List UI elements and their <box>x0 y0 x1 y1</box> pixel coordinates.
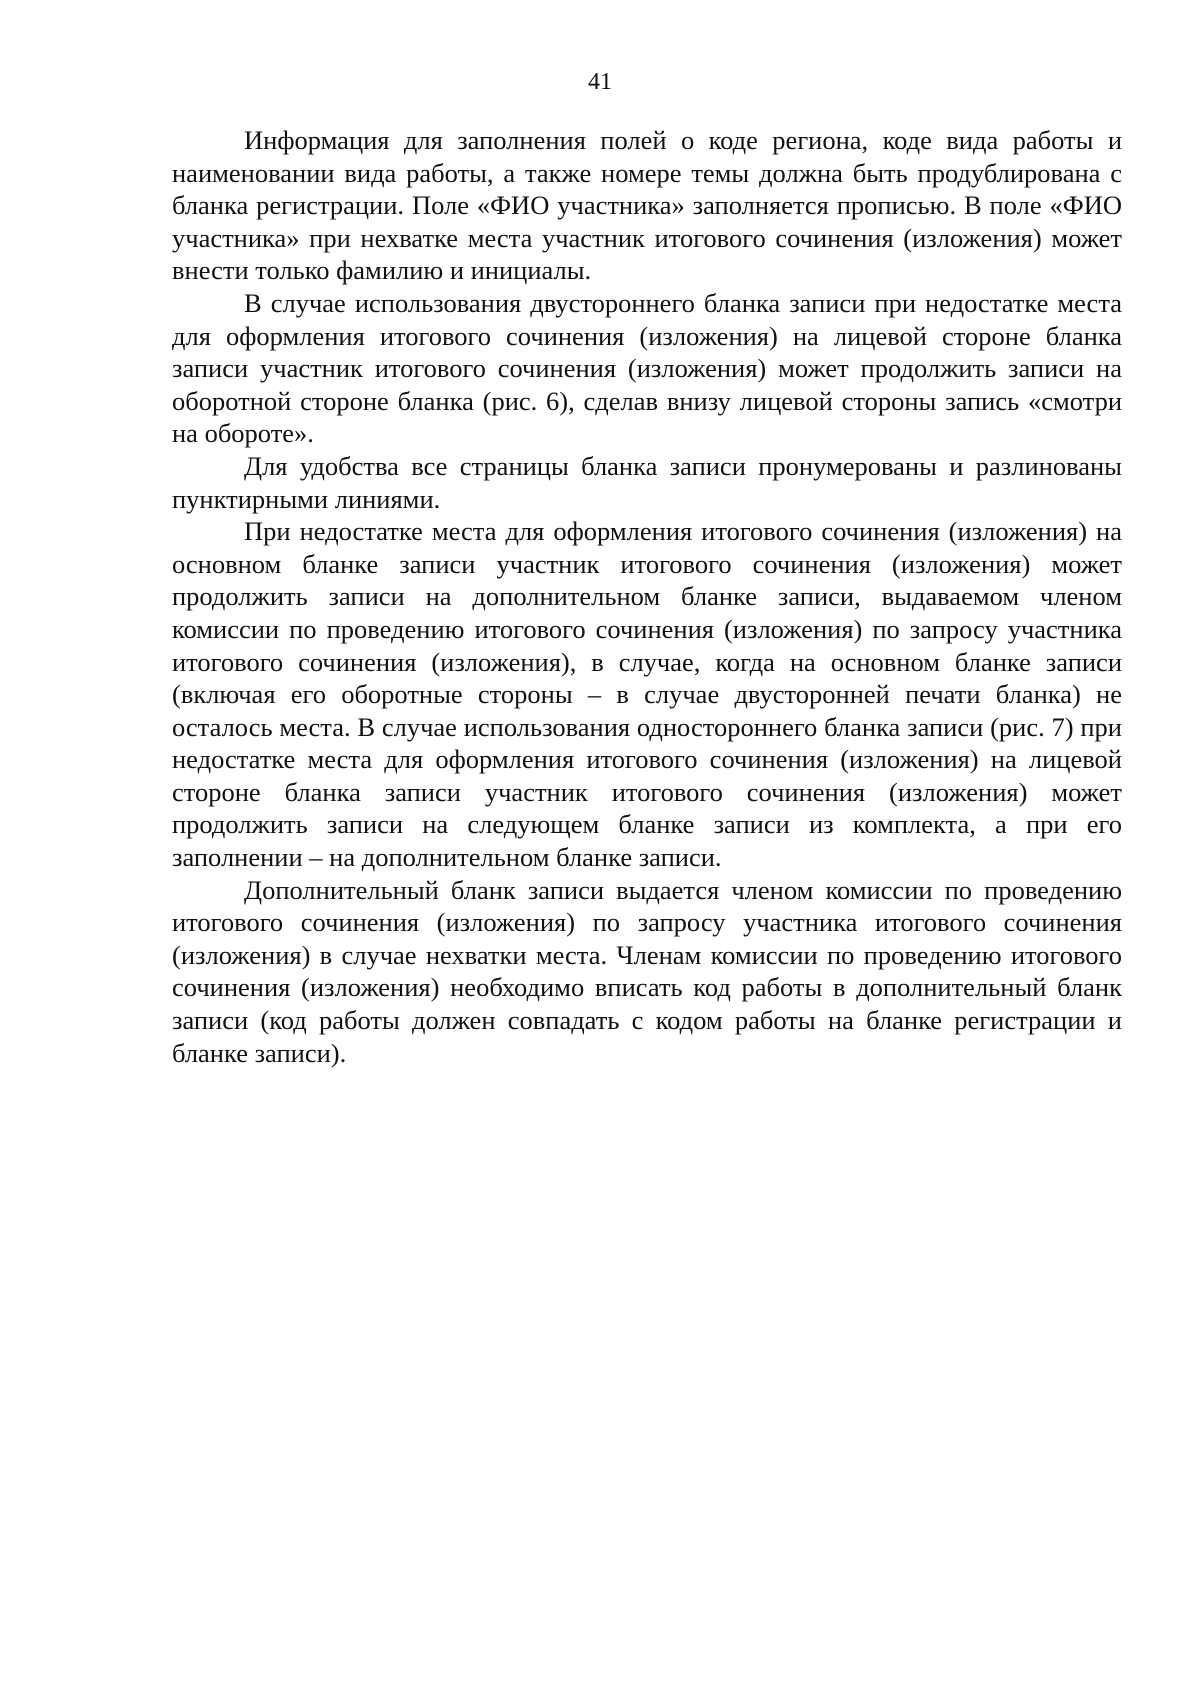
paragraph-form-fields-info: Информация для заполнения полей о коде региона, коде вида работы и наименовании вида работы, а также номере темы должна быть продублирована с бланка регистрации. Поле «ФИО участника» заполняется прописью. В поле «ФИО участника» при нехватке места участник итогового сочинения (изложения) может внести только фамилию и инициалы. <box>172 125 1122 286</box>
paragraph-additional-form-issue: Дополнительный бланк записи выдается членом комиссии по проведению итогового сочинения (изложения) по запросу участника итогового сочинения (изложения) в случае нехватки места. Членам комиссии по проведению итогового сочинения (изложения) необходимо вписать код работы в дополнительный бланк записи (код работы должен совпадать с кодом работы на бланке регистрации и бланке записи). <box>172 874 1122 1068</box>
page-number: 41 <box>588 69 612 95</box>
paragraph-page-numbering: Для удобства все страницы бланка записи пронумерованы и разлинованы пунктирными линиями. <box>172 450 1122 514</box>
paragraph-double-sided-form: В случае использования двустороннего бланка записи при недостатке места для оформления итогового сочинения (изложения) на лицевой стороне бланка записи участник итогового сочинения (изложения) может продолжить записи на оборотной стороне бланка (рис. 6), сделав внизу лицевой стороны запись «смотри на обороте». <box>172 287 1122 449</box>
document-body <box>172 124 1122 1069</box>
paragraph-additional-form-usage: При недостатке места для оформления итогового сочинения (изложения) на основном бланке записи участник итогового сочинения (изложения) может продолжить записи на дополнительном бланке записи, выдаваемом членом комиссии по проведению итогового сочинения (изложения) по запросу участника итогового сочинения (изложения), в случае, когда на основном бланке записи (включая его оборотные стороны – в случае двусторонней печати бланка) не осталось места. В случае использования одностороннего бланка записи (рис. 7) при недостатке места для оформления итогового сочинения (изложения) на лицевой стороне бланка записи участник итогового сочинения (изложения) может продолжить записи на следующем бланке записи из комплекта, а при его заполнении – на дополнительном бланке записи. <box>172 516 1122 873</box>
